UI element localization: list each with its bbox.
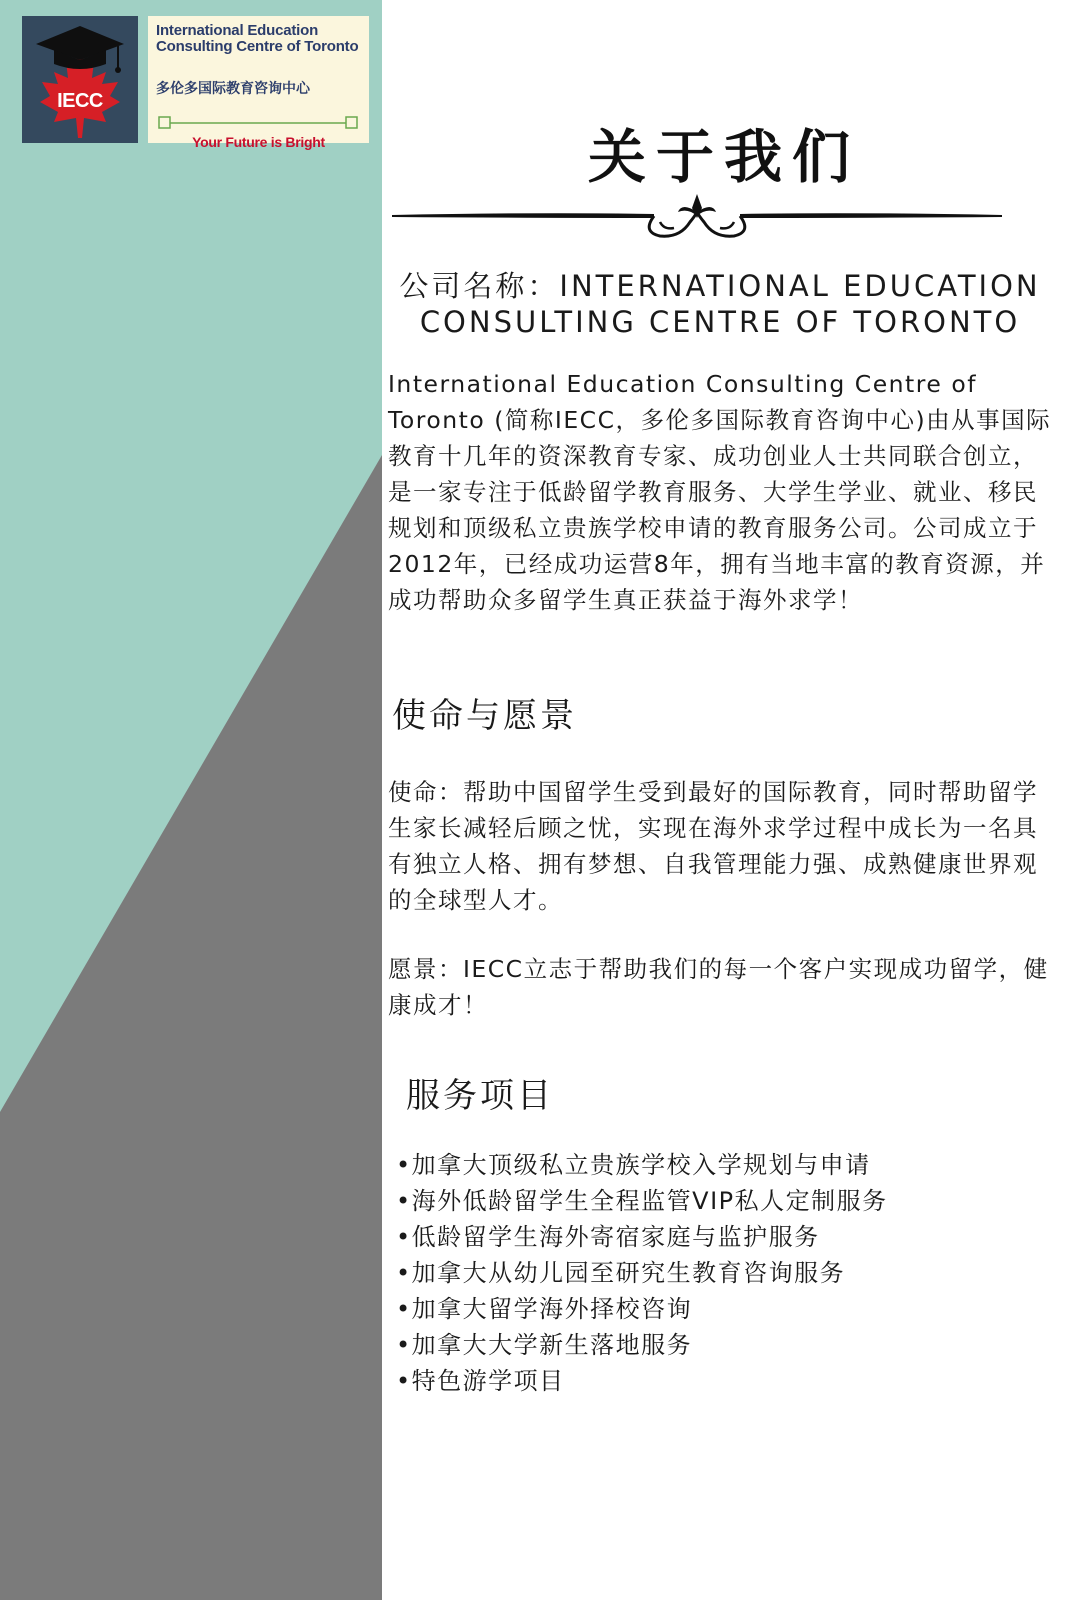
logo-org-name-zh: 多伦多国际教育咨询中心 (156, 81, 310, 97)
service-item: • 加拿大从幼儿园至研究生教育咨询服务 (396, 1255, 1046, 1291)
mission-paragraph: 使命：帮助中国留学生受到最好的国际教育，同时帮助留学生家长减轻后顾之忧，实现在海外求学过程中成长为一名具有独立人格、拥有梦想、自我管理能力强、成熟健康世界观的全球型人才。 (388, 778, 1038, 914)
logo-badge (22, 16, 138, 143)
decorative-left-panel (0, 0, 382, 1600)
graduation-cap-icon (36, 26, 124, 73)
content-column (382, 0, 1066, 1600)
vision-paragraph: 愿景：IECC立志于帮助我们的每一个客户实现成功留学，健康成才！ (388, 955, 1049, 1019)
service-item: • 海外低龄留学生全程监管VIP私人定制服务 (396, 1183, 1046, 1219)
services-heading: 服务项目 (406, 1076, 554, 1116)
logo-badge-text: IECC (57, 90, 103, 112)
mission-vision-heading: 使命与愿景 (392, 696, 577, 736)
services-list (396, 1147, 1046, 1399)
logo-rule (158, 116, 358, 130)
service-item: • 加拿大顶级私立贵族学校入学规划与申请 (396, 1147, 1046, 1183)
service-item: • 低龄留学生海外寄宿家庭与监护服务 (396, 1219, 1046, 1255)
service-item: • 加拿大大学新生落地服务 (396, 1327, 1046, 1363)
page-title: 关于我们 (587, 123, 860, 191)
ornamental-divider-icon (392, 192, 1002, 244)
company-name: 公司名称：INTERNATIONAL EDUCATION CONSULTING CENTRE OF TORONTO (399, 269, 1041, 339)
logo-org-name-en: International Education Consulting Centre of Toronto (156, 22, 359, 55)
logo-card (148, 16, 369, 150)
intro-paragraph: International Education Consulting Centre of Toronto (简称IECC，多伦多国际教育咨询中心)由从事国际教育十几年的资深教育专家、成功创业人士共同联合创立，是一家专注于低龄留学教育服务、大学生学业、就业、移民规划和顶级私立贵族学校申请的教育服务公司。公司成立于2012年，已经成功运营8年，拥有当地丰富的教育资源，并成功帮助众多留学生真正获益于海外求学！ (388, 370, 1052, 614)
service-item: • 特色游学项目 (396, 1363, 1046, 1399)
service-item: • 加拿大留学海外择校咨询 (396, 1291, 1046, 1327)
logo-slogan: Your Future is Bright (192, 134, 325, 150)
